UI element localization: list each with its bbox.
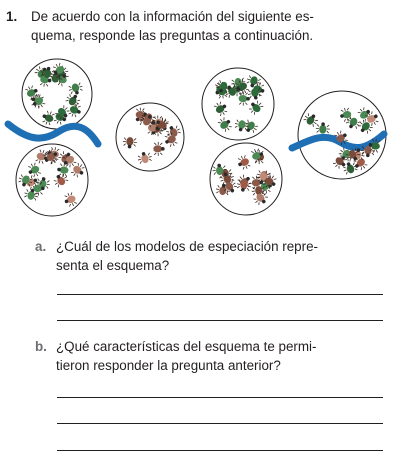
answer-line-b2[interactable] — [57, 423, 383, 424]
speciation-scheme — [0, 52, 402, 224]
answer-line-b3[interactable] — [57, 450, 383, 451]
stage-3-population — [202, 68, 282, 215]
question-statement — [31, 7, 393, 45]
stage-2-population — [116, 103, 184, 171]
stage-4-population — [292, 91, 386, 179]
item-line: senta el esquema? — [56, 258, 170, 273]
item-letter: b. — [35, 339, 47, 354]
item-line: tieron responder la pregunta anterior? — [56, 358, 281, 373]
stage-1-population — [8, 59, 98, 216]
answer-line-a1[interactable] — [57, 294, 383, 295]
answer-line-a2[interactable] — [57, 320, 383, 321]
item-letter: a. — [35, 239, 47, 254]
question-number: 1. — [6, 9, 18, 24]
item-prompt — [56, 337, 390, 375]
answer-line-b1[interactable] — [57, 397, 383, 398]
item-line: ¿Qué características del esquema te permi- — [56, 339, 317, 354]
question-line: quema, responde las preguntas a continuación. — [31, 28, 314, 43]
question-line: De acuerdo con la información del siguiente es- — [31, 9, 314, 24]
item-prompt — [56, 237, 390, 275]
item-line: ¿Cuál de los modelos de especiación repre- — [56, 239, 319, 254]
